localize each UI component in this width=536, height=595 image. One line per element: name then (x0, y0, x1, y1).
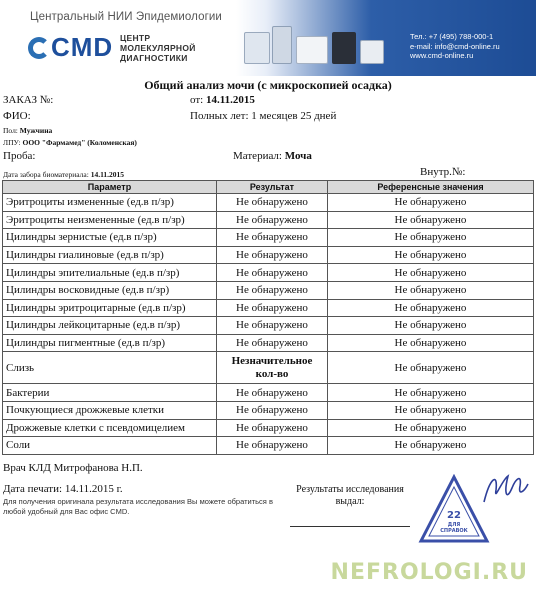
cell-param: Цилиндры лейкоцитарные (ед.в п/зр) (3, 317, 217, 335)
cell-param: Цилиндры гиалиновые (ед.в п/зр) (3, 246, 217, 264)
cell-param: Соли (3, 437, 217, 455)
cell-reference: Не обнаружено (328, 419, 534, 437)
cell-result: Не обнаружено (217, 334, 328, 352)
fio-label: ФИО: (3, 110, 31, 122)
cell-result: Не обнаружено (217, 384, 328, 402)
cmd-logo (28, 32, 113, 63)
cell-param: Цилиндры зернистые (ед.в п/зр) (3, 229, 217, 247)
cell-result: Не обнаружено (217, 281, 328, 299)
cell-reference: Не обнаружено (328, 299, 534, 317)
logo-subtitle: ЦЕНТР МОЛЕКУЛЯРНОЙ ДИАГНОСТИКИ (120, 33, 196, 63)
cell-param: Почкующиеся дрожжевые клетки (3, 401, 217, 419)
stamp-text-1: ДЛЯ (447, 522, 461, 528)
collection-date: Дата забора биоматериала: 14.11.2015 (3, 170, 125, 179)
cell-param: Эритроциты неизмененные (ед.в п/зр) (3, 211, 217, 229)
signature-icon (478, 468, 530, 510)
cell-reference: Не обнаружено (328, 437, 534, 455)
cell-result: Не обнаружено (217, 264, 328, 282)
cell-param: Дрожжевые клетки с псевдомицелием (3, 419, 217, 437)
lab-equipment-image (244, 22, 384, 64)
stamp-number: 22 (447, 510, 461, 521)
material: Материал: Моча (233, 150, 312, 162)
cell-result: Не обнаружено (217, 419, 328, 437)
cell-result: Не обнаружено (217, 317, 328, 335)
cell-result: Не обнаружено (217, 437, 328, 455)
cell-param: Цилиндры восковидные (ед.в п/зр) (3, 281, 217, 299)
table-row (3, 229, 534, 247)
signature-line (290, 526, 410, 527)
issued-label: Результаты исследования выдал: (296, 484, 404, 507)
cell-reference: Не обнаружено (328, 264, 534, 282)
table-row (3, 264, 534, 282)
cell-reference: Не обнаружено (328, 211, 534, 229)
patient-age: Полных лет: 1 месяцев 25 дней (190, 110, 337, 122)
table-row (3, 419, 534, 437)
cell-result: Не обнаружено (217, 229, 328, 247)
doctor-name: Врач КЛД Митрофанова Н.П. (3, 462, 143, 474)
institute-name: Центральный НИИ Эпидемиологии (30, 11, 222, 23)
cell-result: Не обнаружено (217, 211, 328, 229)
cell-result: Не обнаружено (217, 299, 328, 317)
cell-result: Незначительное кол-во (217, 352, 328, 384)
cell-result: Не обнаружено (217, 401, 328, 419)
cell-reference: Не обнаружено (328, 352, 534, 384)
cell-reference: Не обнаружено (328, 229, 534, 247)
cell-reference: Не обнаружено (328, 401, 534, 419)
proba-label: Проба: (3, 150, 36, 162)
table-row (3, 401, 534, 419)
cell-reference: Не обнаружено (328, 384, 534, 402)
internal-number-label: Внутр.№: (420, 166, 466, 178)
table-row (3, 281, 534, 299)
cell-reference: Не обнаружено (328, 246, 534, 264)
stamp-text-2: СПРАВОК (440, 528, 468, 534)
table-row (3, 352, 534, 384)
lpu: ЛПУ: ООО "Фармамед" (Коломенская) (3, 138, 137, 147)
cell-param: Цилиндры пигментные (ед.в п/зр) (3, 334, 217, 352)
table-row (3, 317, 534, 335)
table-header-row (3, 181, 534, 194)
table-row (3, 299, 534, 317)
order-date: от: 14.11.2015 (190, 94, 255, 106)
logo-text: CMD (51, 32, 114, 62)
order-line: ЗАКАЗ №: (3, 94, 54, 106)
logo-mark-icon (28, 37, 50, 59)
cell-reference: Не обнаружено (328, 334, 534, 352)
original-note: Для получения оригинала результата исследования Вы можете обратиться в любой удобный для Вас офис CMD. (3, 497, 273, 516)
watermark: NEFROLOGI.RU (330, 560, 528, 585)
col-parameter: Параметр (3, 181, 217, 194)
print-date: Дата печати: 14.11.2015 г. (3, 483, 123, 495)
cell-reference: Не обнаружено (328, 194, 534, 212)
results-table (2, 180, 534, 455)
cell-result: Не обнаружено (217, 194, 328, 212)
cell-result: Не обнаружено (217, 246, 328, 264)
patient-sex: Пол: Мужчина (3, 126, 53, 135)
cell-reference: Не обнаружено (328, 281, 534, 299)
report-header (0, 0, 536, 76)
cell-param: Эритроциты измененные (ед.в п/зр) (3, 194, 217, 212)
cell-param: Цилиндры эритроцитарные (ед.в п/зр) (3, 299, 217, 317)
report-title: Общий анализ мочи (с микроскопией осадка) (144, 78, 392, 92)
table-row (3, 211, 534, 229)
table-row (3, 246, 534, 264)
cell-reference: Не обнаружено (328, 317, 534, 335)
cell-param: Цилиндры эпителиальные (ед.в п/зр) (3, 264, 217, 282)
cell-param: Бактерии (3, 384, 217, 402)
table-row (3, 384, 534, 402)
col-reference: Референсные значения (328, 181, 534, 194)
table-row (3, 334, 534, 352)
table-row (3, 194, 534, 212)
cell-param: Слизь (3, 352, 217, 384)
contact-info: Тел.: +7 (495) 788-000-1 e-mail: info@cmd-online.ru www.cmd-online.ru (410, 32, 500, 60)
table-row (3, 437, 534, 455)
col-result: Результат (217, 181, 328, 194)
